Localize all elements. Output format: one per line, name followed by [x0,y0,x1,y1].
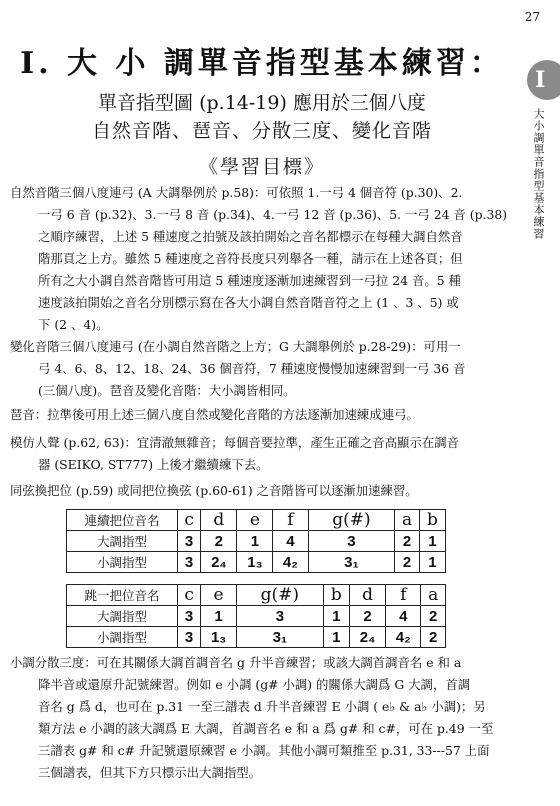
finger-number: 1 [419,552,445,573]
finger-number: 1₃ [237,552,273,573]
row-label: 小調指型 [67,627,178,648]
text-line: 速度該拍開始之音名分別標示寫在各大小調自然音階音符之上 (1 、3 、5) 或 [38,295,459,310]
note-name: c [178,585,201,606]
table-row [67,531,446,552]
chapter-side-tab [524,28,560,243]
note-name: d [349,585,385,606]
text-line: (三個八度)。琶音及變化音階：大小調皆相同。 [38,383,296,398]
page-number: 27 [524,10,540,24]
table-row [67,552,446,573]
note-name: g(#) [308,510,395,531]
arpeggio-paragraph [10,404,510,426]
chapter-roman-badge: I [527,60,560,100]
finger-number: 1 [323,606,349,627]
note-name: b [419,510,445,531]
finger-number: 2 [395,531,420,552]
note-name: c [178,510,201,531]
note-name: f [273,510,308,531]
text-line: 之順序練習，上述 5 種速度之拍號及該拍開始之音名都標示在每種大調自然音 [38,229,463,244]
note-name: g(#) [237,585,324,606]
text-line: 變化音階三個八度連弓 (在小調自然音階之上方；G 大調舉例於 p.28-29)：可用一 [10,339,461,354]
finger-number: 4₂ [273,552,308,573]
text-line: 小調分散三度：可在其關係大調首調音名 g 升半音練習；或該大調首調音名 e 和 a [10,655,462,670]
finger-number: 2 [201,531,237,552]
table-row [67,627,446,648]
table-header-row [67,585,446,606]
finger-number: 2₄ [201,552,237,573]
text-line: 琶音：拉準後可用上述三個八度自然或變化音階的方法逐漸加速練成連弓。 [10,407,419,422]
text-line: 器 (SEIKO, ST777) 上後才繼續練下去。 [38,457,269,472]
text-line: 同弦換把位 (p.59) 或同把位換弦 (p.60-61) 之音階皆可以逐漸加速練習。 [10,483,418,498]
finger-number: 1 [323,627,349,648]
subtitle-2: 自然音階、琶音、分散三度、變化音階 [91,120,432,142]
finger-number: 2 [395,552,420,573]
finger-number: 3₁ [308,552,395,573]
finger-number: 1 [419,531,445,552]
natural-scale-paragraph [10,182,510,336]
text-line: 降半音或還原升記號練習。例如 e 小調 (g# 小調) 的關係大調爲 G 大調，首調 [38,677,471,692]
text-line: 音名 g 爲 d，也可在 p.31 一至三譜表 d 升半音練習 E 小調 ( e♭ & a♭ 小調)；另 [38,699,486,714]
finger-number: 3 [178,606,201,627]
note-name: a [395,510,420,531]
finger-number: 1 [201,606,237,627]
finger-number: 4 [386,606,421,627]
note-name: d [201,510,237,531]
minor-thirds-paragraph [10,652,510,784]
text-line: 階那頁之上方。雖然 5 種速度之音符長度只列舉各一種，請示在上述各頁；但 [38,251,463,266]
row-label: 大調指型 [67,606,178,627]
note-name: e [201,585,237,606]
text-line: 類方法 e 小調的該大調爲 E 大調，首調音名 e 和 a 爲 g# 和 c#，可在 p.49 一至 [38,721,494,736]
finger-number: 4₂ [386,627,421,648]
finger-number: 3 [178,552,201,573]
row-label: 小調指型 [67,552,178,573]
chapter-side-label: 大小調單音指型基本練習 [532,108,545,240]
note-name: f [386,585,421,606]
finger-number: 3 [178,627,201,648]
text-line: 一弓 6 音 (p.32)、3.一弓 8 音 (p.34)、4.一弓 12 音 (p.36)、5. 一弓 24 音 (p.38) [38,207,508,222]
finger-number: 3 [178,531,201,552]
goals-heading: 《學習目標》 [198,156,325,178]
text-line: 下 (2 、4)。 [38,317,109,332]
finger-number: 3 [308,531,395,552]
finger-number: 3 [237,606,324,627]
finger-number: 2 [349,606,385,627]
row-label: 大調指型 [67,531,178,552]
text-line: 所有之大小調自然音階皆可用這 5 種速度逐漸加速練習到一弓拉 24 音。5 種 [38,273,461,288]
page-title: I. 大 小 調單音指型基本練習： [20,46,504,81]
altered-scale-paragraph [10,336,510,402]
table-row [67,606,446,627]
table-header-row [67,510,446,531]
text-line: 模仿人聲 (p.62, 63)：宜清澈無雜音；每個音要拉準，產生正確之音高顯示在調音 [10,435,459,450]
finger-number: 1 [237,531,273,552]
finger-number: 1₃ [201,627,237,648]
finger-number: 3₁ [237,627,324,648]
subtitle-1: 單音指型圖 (p.14-19) 應用於三個八度 [98,92,426,114]
note-name: e [237,510,273,531]
imitate-voice-paragraph [10,432,510,476]
consecutive-position-table [66,509,446,573]
note-name: a [421,585,446,606]
skip-position-table [66,584,446,648]
finger-number: 4 [273,531,308,552]
note-name: b [323,585,349,606]
text-line: 自然音階三個八度連弓 (A 大調舉例於 p.58)：可依照 1.一弓 4 個音符 (p.30)、2. [10,185,463,200]
finger-number: 2 [421,606,446,627]
finger-number: 2 [421,627,446,648]
same-string-paragraph [10,480,510,502]
table-header-label: 跳一把位音名 [67,585,178,606]
text-line: 三譜表 g# 和 c# 升記號還原練習 e 小調。其他小調可類推至 p.31, 33---57 上面 [38,743,490,758]
table-header-label: 連續把位音名 [67,510,178,531]
text-line: 三個譜表，但其下方只標示出大調指型。 [38,765,262,780]
text-line: 弓 4、6、8、12、18、24、36 個音符，7 種速度慢慢加速練習到一弓 36 音 [38,361,466,376]
finger-number: 2₄ [349,627,385,648]
